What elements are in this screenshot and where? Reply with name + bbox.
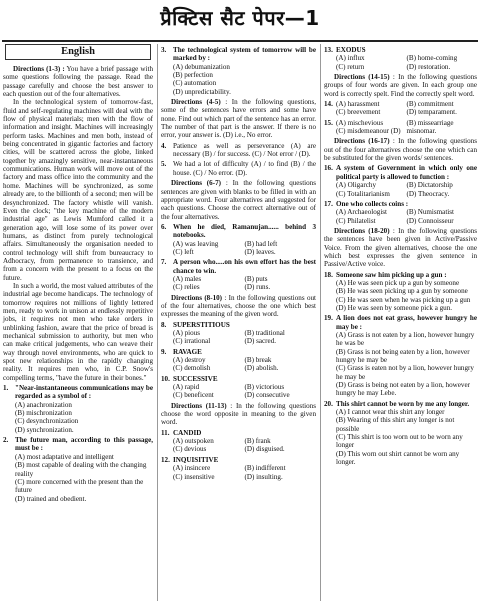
option: (D) He was seen by someone pick a gun.	[336, 303, 453, 312]
option: (A) insincere	[173, 464, 211, 473]
option: (A) pious	[173, 329, 200, 337]
option: (C) Grass is eaten not by a lion, however hungry he may be	[336, 364, 474, 381]
option: (C) He was seen when he was picking up a gun	[336, 295, 471, 304]
option: (A) Oligarchy	[336, 181, 376, 190]
option: (C) more concerned with the present than the future	[15, 477, 144, 495]
column-divider	[320, 44, 321, 601]
option: (C) beneficent	[173, 391, 214, 400]
option: (D) restoration.	[406, 62, 451, 71]
question-8: 8. SUPERSTITIOUS	[161, 320, 230, 329]
option: (A) influx	[336, 54, 365, 63]
question-2: 2. The future man, according to this passage, must be :	[3, 436, 153, 453]
option: (D) leaves.	[244, 247, 276, 256]
option: (A) I cannot wear this shirt any longer	[336, 408, 445, 417]
option: misnomar.	[406, 127, 437, 136]
directions-11-13: Directions (11-13) : In the following questions choose the word opposite in meaning to the given word.	[161, 401, 316, 427]
option: (B) missearriage	[406, 118, 454, 127]
option: (D) disguised.	[244, 445, 285, 454]
option: (A) debumanization	[173, 62, 230, 71]
option: (B) Grass is not being eaten by a lion, however hungry he may be	[336, 347, 470, 365]
option: (C) left	[173, 247, 194, 256]
option: (D) Connoisseur	[406, 216, 454, 225]
option: (B) most capable of dealing with the changing reality	[15, 461, 147, 478]
option: (C) demolish	[173, 364, 211, 373]
directions-14-15: Directions (14-15) : In the following questions groups of four words are given. In each group one word is correctly spelt. Find the correctly spelt word.	[324, 73, 477, 98]
option: (B) Dictatorship	[406, 181, 453, 190]
option: (B) He was seen picking up a gun by someone	[336, 287, 468, 296]
option: (A) harassment	[336, 100, 380, 109]
column-1	[3, 44, 153, 503]
directions-1-3: Directions (1-3) : You have a brief passage with some questions following the passage. Read the passage carefully and choose the best answer to each question out of the four alternatives.	[3, 65, 153, 99]
question-19: 19. A lion does not eat grass, however hungry he may be :	[324, 314, 477, 331]
directions-16-17: Directions (16-17) : In the following questions out of the four alternatives choose the one which can be substituted for the given words/ sentences.	[324, 137, 477, 163]
option: (B) break	[244, 356, 272, 365]
title-rule	[2, 40, 478, 42]
option: (C) This shirt is too worn out to be worn any longer	[336, 433, 463, 450]
option: (D) Theocracy.	[406, 189, 450, 198]
option: (A) anachronization	[15, 400, 72, 409]
question-20: 20. This shirt cannot be worn by me any longer.	[324, 399, 470, 408]
directions-8-10: Directions (8-10) : In the following questions out of the four alternatives, choose the one which best expresses the meaning of the given word.	[161, 293, 317, 319]
question-6: 6. When he died, Ramanujan...... behind 3 notebooks.	[161, 222, 316, 240]
option: (D) synchronization.	[15, 425, 74, 434]
question-12: 12. INQUISITIVE	[161, 455, 219, 464]
option: (A) rapid	[173, 383, 200, 392]
question-7: 7. A person who.....on his own effort has the best chance to win.	[161, 258, 316, 275]
option: (A) Grass is not eaten by a lion, however hungry he was be	[336, 331, 475, 348]
option: (C) Philatelist	[336, 216, 376, 225]
column-3	[324, 44, 477, 467]
option: (B) frank	[244, 437, 271, 446]
directions-18-20: Directions (18-20) : In the following questions the sentences have been given in Active/Passive Voice. From the given alternatives, choose the one which best expresses the given sentence in Passive/Active voice.	[324, 226, 477, 269]
option: (B) Wearing of this shirt any longer is not possible	[336, 416, 455, 433]
option: (A) destroy	[173, 356, 206, 365]
option: (A) Archaeologist	[336, 208, 388, 217]
option: (B) traditional	[244, 329, 285, 337]
option: (C) irrational	[173, 337, 211, 346]
option: (D) This worn out shirt cannot be worn any longer.	[336, 449, 460, 467]
option: (D) temparament.	[406, 108, 457, 117]
directions-4-5: Directions (4-5) : In the following questions, some of the sentences have errors and some have none. Find out which part of the sentence has an error. The number of that part is the answer. If there is no error, your answer is. (D) i.e., No error.	[161, 98, 316, 140]
option: (A) males	[173, 274, 202, 283]
option: (D) runs.	[244, 283, 271, 292]
option: (A) outspoken	[173, 437, 214, 446]
option: (D) insulting.	[244, 472, 283, 481]
option: (D) Grass is being not eaten by a lion, however hungry he may Lebe.	[336, 381, 470, 398]
section-heading: English	[5, 44, 151, 60]
option: (C) desynchronization	[15, 417, 79, 426]
passage-paragraph: In such a world, the most valued attributes of the industrial age become handicaps. The technology of tomorrow requires not millions of lightly lettered men, ready to work in unison at endlessly repetitive jobs, it requires not men who take orders in unblinking fashion, aware that the price of bread is mechanical submission to authority, but men who can make critical judgements, who can weave their way through novel environments, who are quick to spot new relationships in the rapidly changing reality. It requires men who, in C.P. Snow's compelling terms, "have the future in their bones."	[3, 281, 153, 382]
option: (B) home-coming	[406, 54, 458, 63]
question-3: 3. The technological system of tomorrow will be marked by :	[161, 46, 316, 63]
question-5: 5. We had a lot of difficulty (A) / to find (B) / the house. (C) / No error. (D).	[161, 160, 316, 177]
option: (D) unpredictability.	[173, 87, 231, 96]
option: (B) Numismatist	[406, 208, 454, 217]
question-15: 15. (A) mischevious (B) missearriage (C) misdemeanour (D) misnomar.	[324, 119, 477, 136]
option: (A) was leaving	[173, 239, 219, 248]
option: (D) abolish.	[244, 364, 279, 373]
question-17: 17. One who collects coins :	[324, 199, 409, 208]
question-2-options	[3, 453, 153, 503]
option: (B) commitment	[406, 100, 454, 109]
column-2	[161, 44, 316, 481]
directions-6-7: Directions (6-7) : In the following questions sentences are given with blanks to be filled in with an appropriate word. Four alternatives and suggested for each questions. Choose the correct alternative out of the four alternatives.	[161, 179, 316, 221]
option: (B) perfection	[173, 71, 213, 80]
option: (A) most adaptative and intelligent	[15, 452, 114, 461]
option: (C) insensitive	[173, 472, 215, 481]
question-14: 14. (A) harassment (B) commitment (C) breevement (D) temparament.	[324, 100, 477, 117]
option: (A) He was seen pick up a gun by someone	[336, 278, 460, 287]
option: (D) sacred.	[244, 337, 277, 346]
question-16: 16. A system of Government in which only one political party is allowed to function :	[324, 164, 477, 181]
question-4: 4. Patience as well as perseverance (A) are necessary (B) / for success. (C) / Not error / (D).	[161, 141, 316, 159]
option: (C) misdemeanour (D)	[336, 127, 401, 136]
question-18: 18. Someone saw him picking up a gun :	[324, 270, 447, 279]
page-title: प्रैक्टिस सैट पेपर—1	[160, 6, 320, 30]
option: (B) had left	[244, 239, 278, 248]
question-11: 11. CANDID	[161, 428, 202, 437]
question-10: 10. SUCCESSIVE	[161, 374, 218, 383]
passage-paragraph: In the technological system of tomorrow-fast, fluid and self-regulating machines will deal with the flow of physical materials; men with the flow of information and insight. Machines will increasingly perform tasks. Machines and men both, instead of being concentrated in gigantic factories and factory cities, will be scattered across the globe, linked together by amazingly sensitive, near-instantaneous communications. Human work will move out of the factory and mass office into the community and the home. Machines will be synchronized, as some already are, to the billionth of a second; men will be desynchronized. The factory whistle will vanish. Even the clock; "the key machine of the modern industrial age" as Lewis Mumford called it a generation ago, will lose some of its power over humans, as distinct from purely technological affairs. Simultaneously the organisation needed to control technology will shift from bureaucracy to Adhocracy, from permanence to transience, and from a concern with the present to a focus on the future.	[3, 98, 153, 282]
question-9: 9. RAVAGE	[161, 347, 202, 356]
question-1-options	[3, 401, 153, 434]
option: (B) puts	[244, 274, 268, 283]
option: (C) automation	[173, 79, 217, 88]
option: (B) victorious	[244, 383, 285, 392]
question-13: 13. EXODUS	[324, 46, 366, 54]
option: (C) breevement	[336, 108, 381, 117]
option: (B) mischronization	[15, 409, 72, 418]
option: (B) indifferent	[244, 464, 286, 473]
option: (C) Totalitarianism	[336, 189, 390, 198]
option: (A) mischevious	[336, 118, 384, 127]
question-1: 1. "Near-instantaneous communications may be regarded as a symbol of :	[3, 384, 153, 401]
option: (C) return	[336, 62, 365, 71]
option: (D) trained and obedient.	[15, 494, 87, 503]
column-divider	[157, 44, 158, 601]
option: (D) consecutive	[244, 391, 290, 400]
option: (C) devious	[173, 445, 207, 454]
option: (C) relies	[173, 283, 200, 292]
